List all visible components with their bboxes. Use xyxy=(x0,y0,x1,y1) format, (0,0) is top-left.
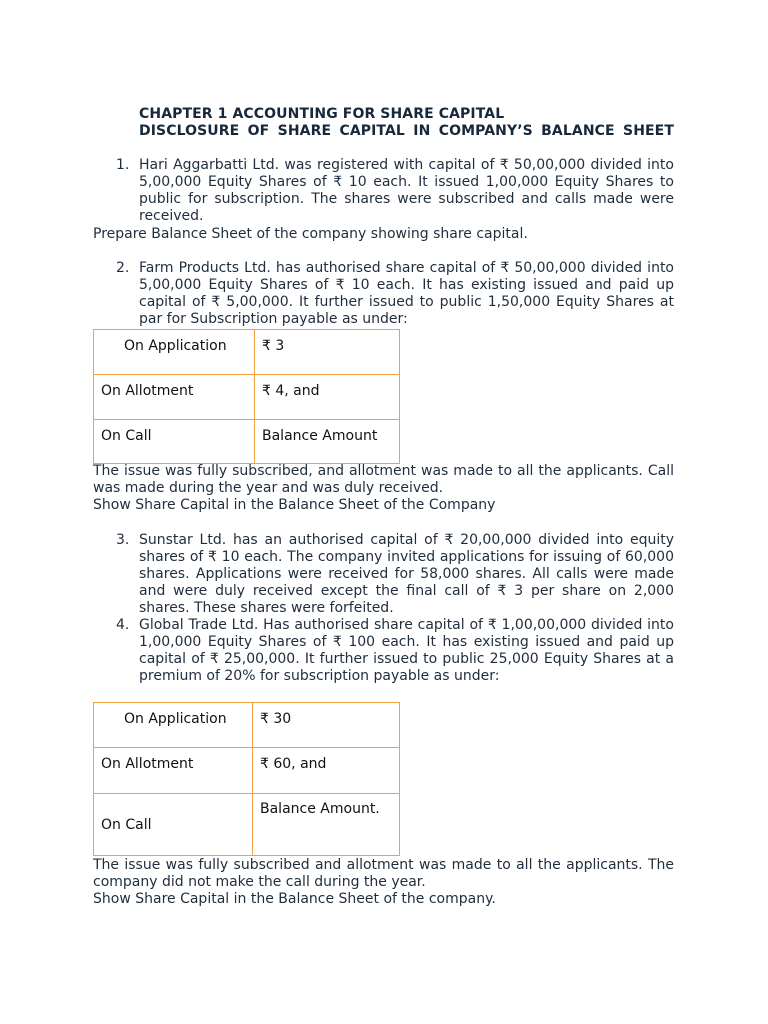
table-cell-stage: On Call xyxy=(94,794,253,856)
table-row xyxy=(94,420,400,464)
table-cell-stage: On Application xyxy=(94,330,255,375)
question-3-number: 3. xyxy=(116,532,130,548)
question-4-after-text: The issue was fully subscribed and allotment was made to all the applicants. The company did not make the call during the year. xyxy=(93,857,674,890)
table-cell-amount: ₹ 60, and xyxy=(253,748,400,794)
question-2-text: Farm Products Ltd. has authorised share capital of ₹ 50,00,000 divided into 5,00,000 Equity Shares of ₹ 10 each. It has existing issued and paid up capital of ₹ 5,00,000. It further issued to public 1,50,000 Equity Shares at par for Subscription payable as under: xyxy=(139,260,674,327)
question-3-text: Sunstar Ltd. has an authorised capital of ₹ 20,00,000 divided into equity shares of ₹ 10 each. The company invited applications for issuing of 60,000 shares. Applications were received for 58,000 shares. All calls were made and were duly received except the final call of ₹ 3 per share on 2,000 shares. These shares were forfeited. xyxy=(139,532,674,616)
question-4-number: 4. xyxy=(116,617,130,633)
table-cell-amount: ₹ 3 xyxy=(255,330,400,375)
table-row xyxy=(94,703,400,748)
table-cell-amount: Balance Amount. xyxy=(253,794,400,856)
question-2-instruction: Show Share Capital in the Balance Sheet of the Company xyxy=(93,497,496,513)
question-4-payment-table xyxy=(93,702,400,856)
table-cell-amount: ₹ 30 xyxy=(253,703,400,748)
question-2-number: 2. xyxy=(116,260,130,276)
table-cell-amount: Balance Amount xyxy=(255,420,400,464)
question-1-number: 1. xyxy=(116,157,130,173)
table-row xyxy=(94,794,400,856)
question-4-instruction: Show Share Capital in the Balance Sheet of the company. xyxy=(93,891,496,907)
question-1-text: Hari Aggarbatti Ltd. was registered with capital of ₹ 50,00,000 divided into 5,00,000 Equity Shares of ₹ 10 each. It issued 1,00,000 Equity Shares to public for subscription. The shares were subscribed and calls made were received. xyxy=(139,157,674,224)
table-row xyxy=(94,330,400,375)
section-title: DISCLOSURE OF SHARE CAPITAL IN COMPANY’S BALANCE SHEET xyxy=(139,123,674,139)
table-cell-stage: On Allotment xyxy=(94,748,253,794)
table-cell-amount: ₹ 4, and xyxy=(255,375,400,420)
table-cell-stage: On Application xyxy=(94,703,253,748)
table-row xyxy=(94,748,400,794)
question-2-after-text: The issue was fully subscribed, and allotment was made to all the applicants. Call was made during the year and was duly received. xyxy=(93,463,674,496)
question-4-text: Global Trade Ltd. Has authorised share capital of ₹ 1,00,00,000 divided into 1,00,000 Equity Shares of ₹ 100 each. It has existing issued and paid up capital of ₹ 25,00,000. It further issued to public 25,000 Equity Shares at a premium of 20% for subscription payable as under: xyxy=(139,617,674,684)
question-1-instruction: Prepare Balance Sheet of the company showing share capital. xyxy=(93,226,528,242)
table-row xyxy=(94,375,400,420)
table-cell-stage: On Allotment xyxy=(94,375,255,420)
chapter-title: CHAPTER 1 ACCOUNTING FOR SHARE CAPITAL xyxy=(139,106,505,122)
question-2-payment-table xyxy=(93,329,400,464)
table-cell-stage: On Call xyxy=(94,420,255,464)
